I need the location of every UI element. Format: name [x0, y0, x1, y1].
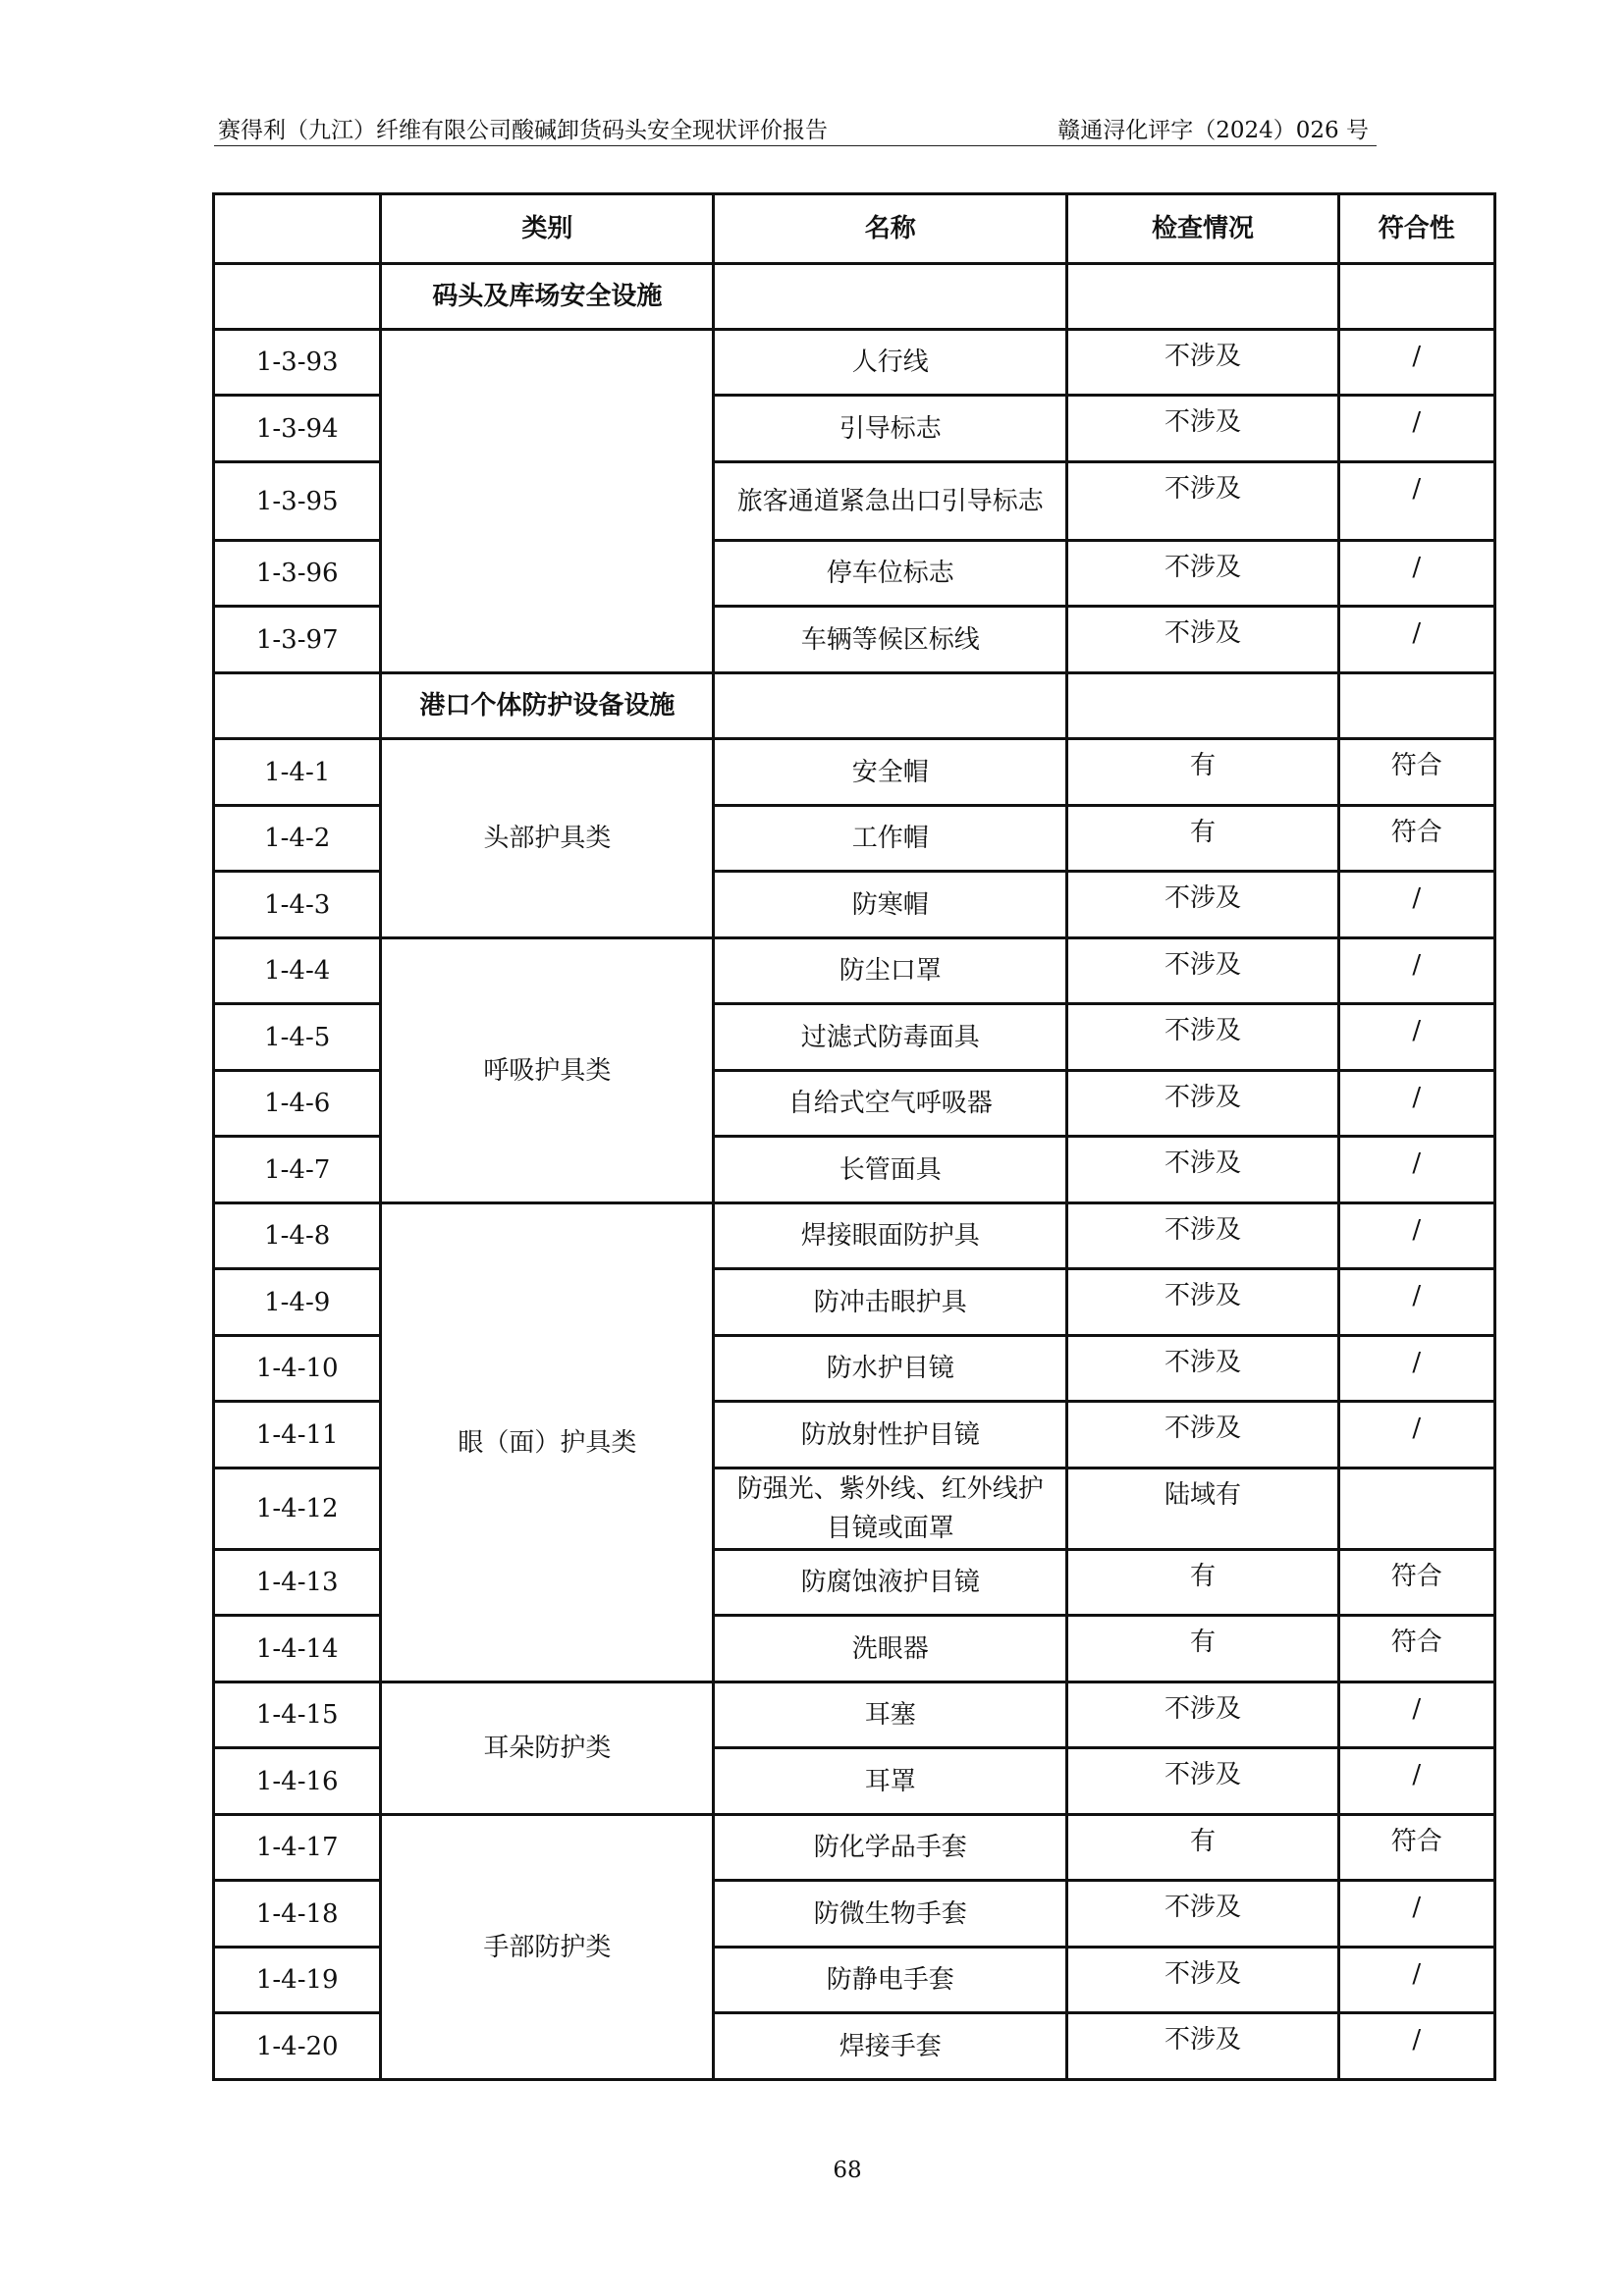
item-comply: 符合	[1338, 1815, 1494, 1881]
section-row	[214, 673, 1495, 739]
category-cell: 耳朵防护类	[381, 1682, 714, 1815]
page-number: 68	[833, 2158, 862, 2183]
item-name: 防寒帽	[714, 872, 1067, 938]
item-id: 1-4-5	[214, 1004, 381, 1071]
item-name: 长管面具	[714, 1137, 1067, 1203]
category-cell: 呼吸护具类	[381, 938, 714, 1203]
col-header-category: 类别	[381, 194, 714, 264]
section-check-cell	[1067, 673, 1338, 739]
item-name: 防腐蚀液护目镜	[714, 1550, 1067, 1616]
report-number: 赣通浔化评字（2024）026 号	[1057, 118, 1369, 143]
item-comply: /	[1338, 1336, 1494, 1402]
section-comply-cell	[1338, 264, 1494, 330]
item-comply: /	[1338, 1071, 1494, 1137]
col-header-comply: 符合性	[1338, 194, 1494, 264]
item-id: 1-4-6	[214, 1071, 381, 1137]
item-comply: /	[1338, 462, 1494, 541]
section-no-cell	[214, 673, 381, 739]
item-comply: /	[1338, 330, 1494, 396]
item-check: 不涉及	[1067, 1948, 1338, 2013]
table-row	[214, 1203, 1495, 1269]
item-id: 1-4-15	[214, 1682, 381, 1748]
item-comply: /	[1338, 1004, 1494, 1071]
category-cell: 头部护具类	[381, 739, 714, 938]
item-id: 1-4-18	[214, 1881, 381, 1948]
table-row	[214, 739, 1495, 806]
item-name: 耳罩	[714, 1748, 1067, 1815]
item-comply: 符合	[1338, 1616, 1494, 1682]
section-name-cell	[714, 264, 1067, 330]
item-check: 有	[1067, 806, 1338, 872]
item-check: 不涉及	[1067, 330, 1338, 396]
section-comply-cell	[1338, 673, 1494, 739]
table-row	[214, 1815, 1495, 1881]
item-id: 1-3-94	[214, 396, 381, 462]
item-id: 1-4-19	[214, 1948, 381, 2013]
item-id: 1-4-12	[214, 1468, 381, 1550]
item-id: 1-4-8	[214, 1203, 381, 1269]
item-comply: /	[1338, 1748, 1494, 1815]
item-name: 自给式空气呼吸器	[714, 1071, 1067, 1137]
item-name: 工作帽	[714, 806, 1067, 872]
item-check: 不涉及	[1067, 1203, 1338, 1269]
col-header-no	[214, 194, 381, 264]
item-id: 1-4-2	[214, 806, 381, 872]
item-name: 防静电手套	[714, 1948, 1067, 2013]
item-check: 不涉及	[1067, 396, 1338, 462]
item-name: 防微生物手套	[714, 1881, 1067, 1948]
item-comply: /	[1338, 1881, 1494, 1948]
item-name: 引导标志	[714, 396, 1067, 462]
item-name: 过滤式防毒面具	[714, 1004, 1067, 1071]
item-id: 1-4-16	[214, 1748, 381, 1815]
item-comply: 符合	[1338, 806, 1494, 872]
item-id: 1-4-14	[214, 1616, 381, 1682]
item-check: 不涉及	[1067, 2013, 1338, 2080]
page-header	[214, 116, 1377, 146]
item-name: 防冲击眼护具	[714, 1269, 1067, 1336]
item-id: 1-4-17	[214, 1815, 381, 1881]
item-name: 防尘口罩	[714, 938, 1067, 1004]
item-name: 焊接手套	[714, 2013, 1067, 2080]
item-id: 1-4-7	[214, 1137, 381, 1203]
item-id: 1-3-95	[214, 462, 381, 541]
item-name: 洗眼器	[714, 1616, 1067, 1682]
item-name: 车辆等候区标线	[714, 607, 1067, 673]
table-row	[214, 330, 1495, 396]
item-check: 不涉及	[1067, 938, 1338, 1004]
item-comply: /	[1338, 2013, 1494, 2080]
item-check: 不涉及	[1067, 1137, 1338, 1203]
item-comply: /	[1338, 541, 1494, 607]
item-check: 不涉及	[1067, 462, 1338, 541]
item-check: 不涉及	[1067, 1071, 1338, 1137]
section-name-cell	[714, 673, 1067, 739]
item-comply: /	[1338, 1402, 1494, 1468]
item-comply: /	[1338, 1682, 1494, 1748]
item-name: 人行线	[714, 330, 1067, 396]
item-check: 有	[1067, 1550, 1338, 1616]
report-title: 赛得利（九江）纤维有限公司酸碱卸货码头安全现状评价报告	[218, 118, 828, 143]
item-id: 1-3-96	[214, 541, 381, 607]
item-comply	[1338, 1468, 1494, 1550]
item-name: 旅客通道紧急出口引导标志	[714, 462, 1067, 541]
category-cell: 手部防护类	[381, 1815, 714, 2080]
item-comply: /	[1338, 938, 1494, 1004]
item-comply: /	[1338, 396, 1494, 462]
item-comply: /	[1338, 1269, 1494, 1336]
item-comply: /	[1338, 1203, 1494, 1269]
item-check: 不涉及	[1067, 1682, 1338, 1748]
table-row	[214, 938, 1495, 1004]
item-id: 1-3-97	[214, 607, 381, 673]
item-check: 陆域有	[1067, 1468, 1338, 1550]
item-comply: /	[1338, 872, 1494, 938]
item-id: 1-4-4	[214, 938, 381, 1004]
item-name: 防强光、紫外线、红外线护目镜或面罩	[714, 1468, 1067, 1550]
section-row	[214, 264, 1495, 330]
item-name: 安全帽	[714, 739, 1067, 806]
table-header-row	[214, 194, 1495, 264]
item-comply: /	[1338, 1137, 1494, 1203]
item-check: 不涉及	[1067, 1748, 1338, 1815]
item-check: 不涉及	[1067, 541, 1338, 607]
category-cell	[381, 330, 714, 673]
table-row	[214, 1682, 1495, 1748]
item-check: 不涉及	[1067, 1269, 1338, 1336]
item-id: 1-4-20	[214, 2013, 381, 2080]
col-header-check: 检查情况	[1067, 194, 1338, 264]
item-check: 不涉及	[1067, 1881, 1338, 1948]
inspection-table	[212, 192, 1496, 2081]
item-name: 耳塞	[714, 1682, 1067, 1748]
item-name: 防水护目镜	[714, 1336, 1067, 1402]
col-header-name: 名称	[714, 194, 1067, 264]
item-check: 不涉及	[1067, 607, 1338, 673]
item-name: 防化学品手套	[714, 1815, 1067, 1881]
item-check: 有	[1067, 1815, 1338, 1881]
item-id: 1-4-1	[214, 739, 381, 806]
item-comply: 符合	[1338, 1550, 1494, 1616]
item-id: 1-4-13	[214, 1550, 381, 1616]
item-check: 不涉及	[1067, 1402, 1338, 1468]
item-check: 不涉及	[1067, 1336, 1338, 1402]
item-check: 不涉及	[1067, 872, 1338, 938]
item-id: 1-4-11	[214, 1402, 381, 1468]
section-check-cell	[1067, 264, 1338, 330]
section-no-cell	[214, 264, 381, 330]
item-name: 焊接眼面防护具	[714, 1203, 1067, 1269]
item-id: 1-4-9	[214, 1269, 381, 1336]
item-name: 停车位标志	[714, 541, 1067, 607]
item-id: 1-4-10	[214, 1336, 381, 1402]
item-comply: 符合	[1338, 739, 1494, 806]
section-title: 港口个体防护设备设施	[381, 673, 714, 739]
item-name: 防放射性护目镜	[714, 1402, 1067, 1468]
item-check: 不涉及	[1067, 1004, 1338, 1071]
section-title: 码头及库场安全设施	[381, 264, 714, 330]
item-id: 1-4-3	[214, 872, 381, 938]
item-comply: /	[1338, 1948, 1494, 2013]
category-cell: 眼（面）护具类	[381, 1203, 714, 1682]
item-check: 有	[1067, 739, 1338, 806]
item-id: 1-3-93	[214, 330, 381, 396]
item-comply: /	[1338, 607, 1494, 673]
item-check: 有	[1067, 1616, 1338, 1682]
